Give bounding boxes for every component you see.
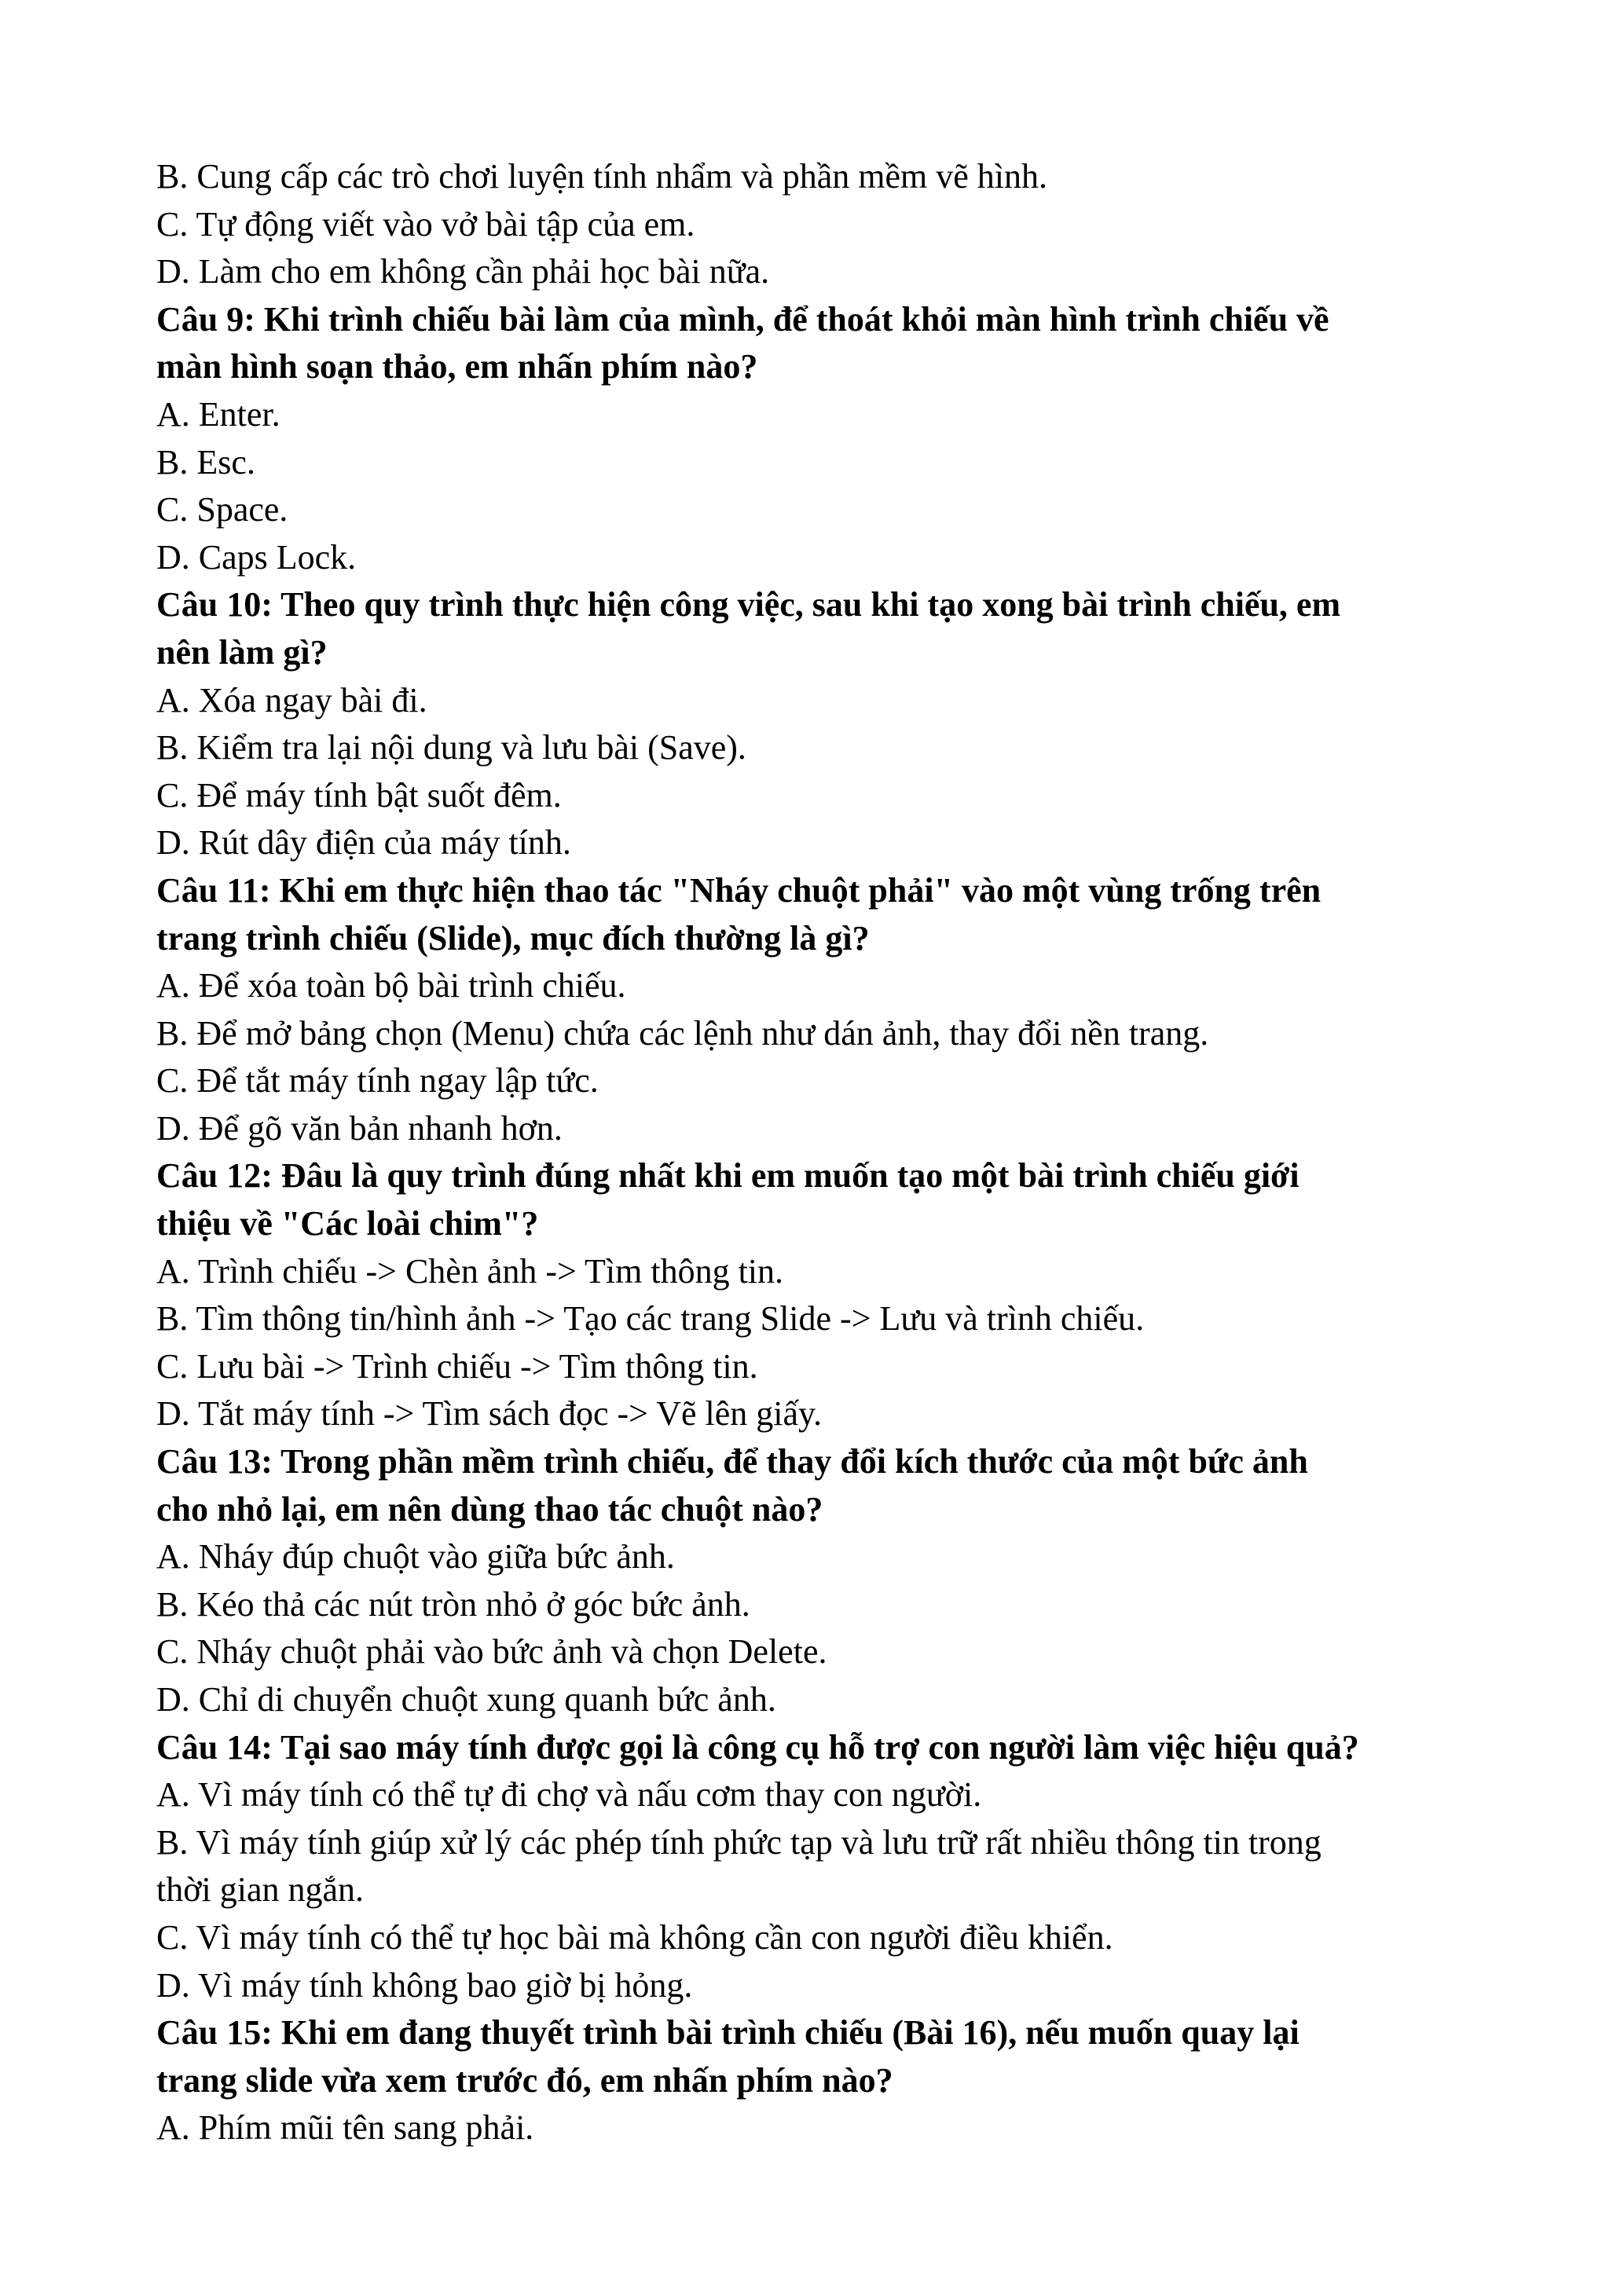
question-15-option-a: A. Phím mũi tên sang phải. <box>156 2108 534 2148</box>
question-10-option-b: B. Kiểm tra lại nội dung và lưu bài (Save). <box>156 728 746 767</box>
question-12-line-2: thiệu về "Các loài chim"? <box>156 1204 539 1243</box>
option-d-line: D. Làm cho em không cần phải học bài nữa. <box>156 252 770 291</box>
question-11-option-c: C. Để tắt máy tính ngay lập tức. <box>156 1061 599 1100</box>
question-11-option-b: B. Để mở bảng chọn (Menu) chứa các lệnh như dán ảnh, thay đổi nền trang. <box>156 1013 1209 1053</box>
question-11-option-a: A. Để xóa toàn bộ bài trình chiếu. <box>156 966 626 1005</box>
question-10-option-c: C. Để máy tính bật suốt đêm. <box>156 775 562 815</box>
question-10-line-1: Câu 10: Theo quy trình thực hiện công việc, sau khi tạo xong bài trình chiếu, em <box>156 585 1341 624</box>
question-13-line-1: Câu 13: Trong phần mềm trình chiếu, để thay đổi kích thước của một bức ảnh <box>156 1442 1308 1481</box>
question-12-option-b: B. Tìm thông tin/hình ảnh -> Tạo các trang Slide -> Lưu và trình chiếu. <box>156 1299 1145 1338</box>
question-11-option-d: D. Để gõ văn bản nhanh hơn. <box>156 1108 563 1148</box>
question-10-line-2: nên làm gì? <box>156 632 328 672</box>
question-10-option-d: D. Rút dây điện của máy tính. <box>156 823 571 862</box>
question-12-option-c: C. Lưu bài -> Trình chiếu -> Tìm thông tin. <box>156 1346 758 1386</box>
question-10-option-a: A. Xóa ngay bài đi. <box>156 680 427 720</box>
question-14-option-b-line-1: B. Vì máy tính giúp xử lý các phép tính phức tạp và lưu trữ rất nhiều thông tin trong <box>156 1822 1322 1862</box>
option-b-line: B. Cung cấp các trò chơi luyện tính nhẩm và phần mềm vẽ hình. <box>156 157 1047 196</box>
question-13-option-a: A. Nháy đúp chuột vào giữa bức ảnh. <box>156 1537 675 1576</box>
question-14-option-b-line-2: thời gian ngắn. <box>156 1870 364 1910</box>
question-13-option-b: B. Kéo thả các nút tròn nhỏ ở góc bức ảnh. <box>156 1584 750 1624</box>
document-page <box>156 153 1492 2152</box>
question-13-option-c: C. Nháy chuột phải vào bức ảnh và chọn Delete. <box>156 1632 827 1672</box>
question-12-line-1: Câu 12: Đâu là quy trình đúng nhất khi em muốn tạo một bài trình chiếu giới <box>156 1156 1300 1196</box>
question-11-line-1: Câu 11: Khi em thực hiện thao tác "Nháy chuột phải" vào một vùng trống trên <box>156 870 1322 910</box>
question-12-option-a: A. Trình chiếu -> Chèn ảnh -> Tìm thông tin. <box>156 1251 784 1291</box>
question-9-line-2: màn hình soạn thảo, em nhấn phím nào? <box>156 347 758 386</box>
question-9-option-d: D. Caps Lock. <box>156 537 357 577</box>
question-14-option-d: D. Vì máy tính không bao giờ bị hỏng. <box>156 1965 693 2005</box>
question-9-option-c: C. Space. <box>156 490 288 529</box>
question-9-option-b: B. Esc. <box>156 442 255 482</box>
question-12-option-d: D. Tắt máy tính -> Tìm sách đọc -> Vẽ lên giấy. <box>156 1394 823 1434</box>
question-9-line-1: Câu 9: Khi trình chiếu bài làm của mình, để thoát khỏi màn hình trình chiếu về <box>156 299 1329 339</box>
question-15-line-1: Câu 15: Khi em đang thuyết trình bài trình chiếu (Bài 16), nếu muốn quay lại <box>156 2013 1300 2052</box>
question-9-option-a: A. Enter. <box>156 394 280 434</box>
question-15-line-2: trang slide vừa xem trước đó, em nhấn phím nào? <box>156 2060 893 2100</box>
question-14-line-1: Câu 14: Tại sao máy tính được gọi là công cụ hỗ trợ con người làm việc hiệu quả? <box>156 1727 1359 1767</box>
question-13-line-2: cho nhỏ lại, em nên dùng thao tác chuột nào? <box>156 1489 823 1529</box>
question-14-option-c: C. Vì máy tính có thể tự học bài mà không cần con người điều khiển. <box>156 1917 1113 1957</box>
option-c-line: C. Tự động viết vào vở bài tập của em. <box>156 204 695 244</box>
question-13-option-d: D. Chỉ di chuyển chuột xung quanh bức ảnh. <box>156 1680 776 1719</box>
question-11-line-2: trang trình chiếu (Slide), mục đích thường là gì? <box>156 918 870 958</box>
question-14-option-a: A. Vì máy tính có thể tự đi chợ và nấu cơm thay con người. <box>156 1775 982 1814</box>
